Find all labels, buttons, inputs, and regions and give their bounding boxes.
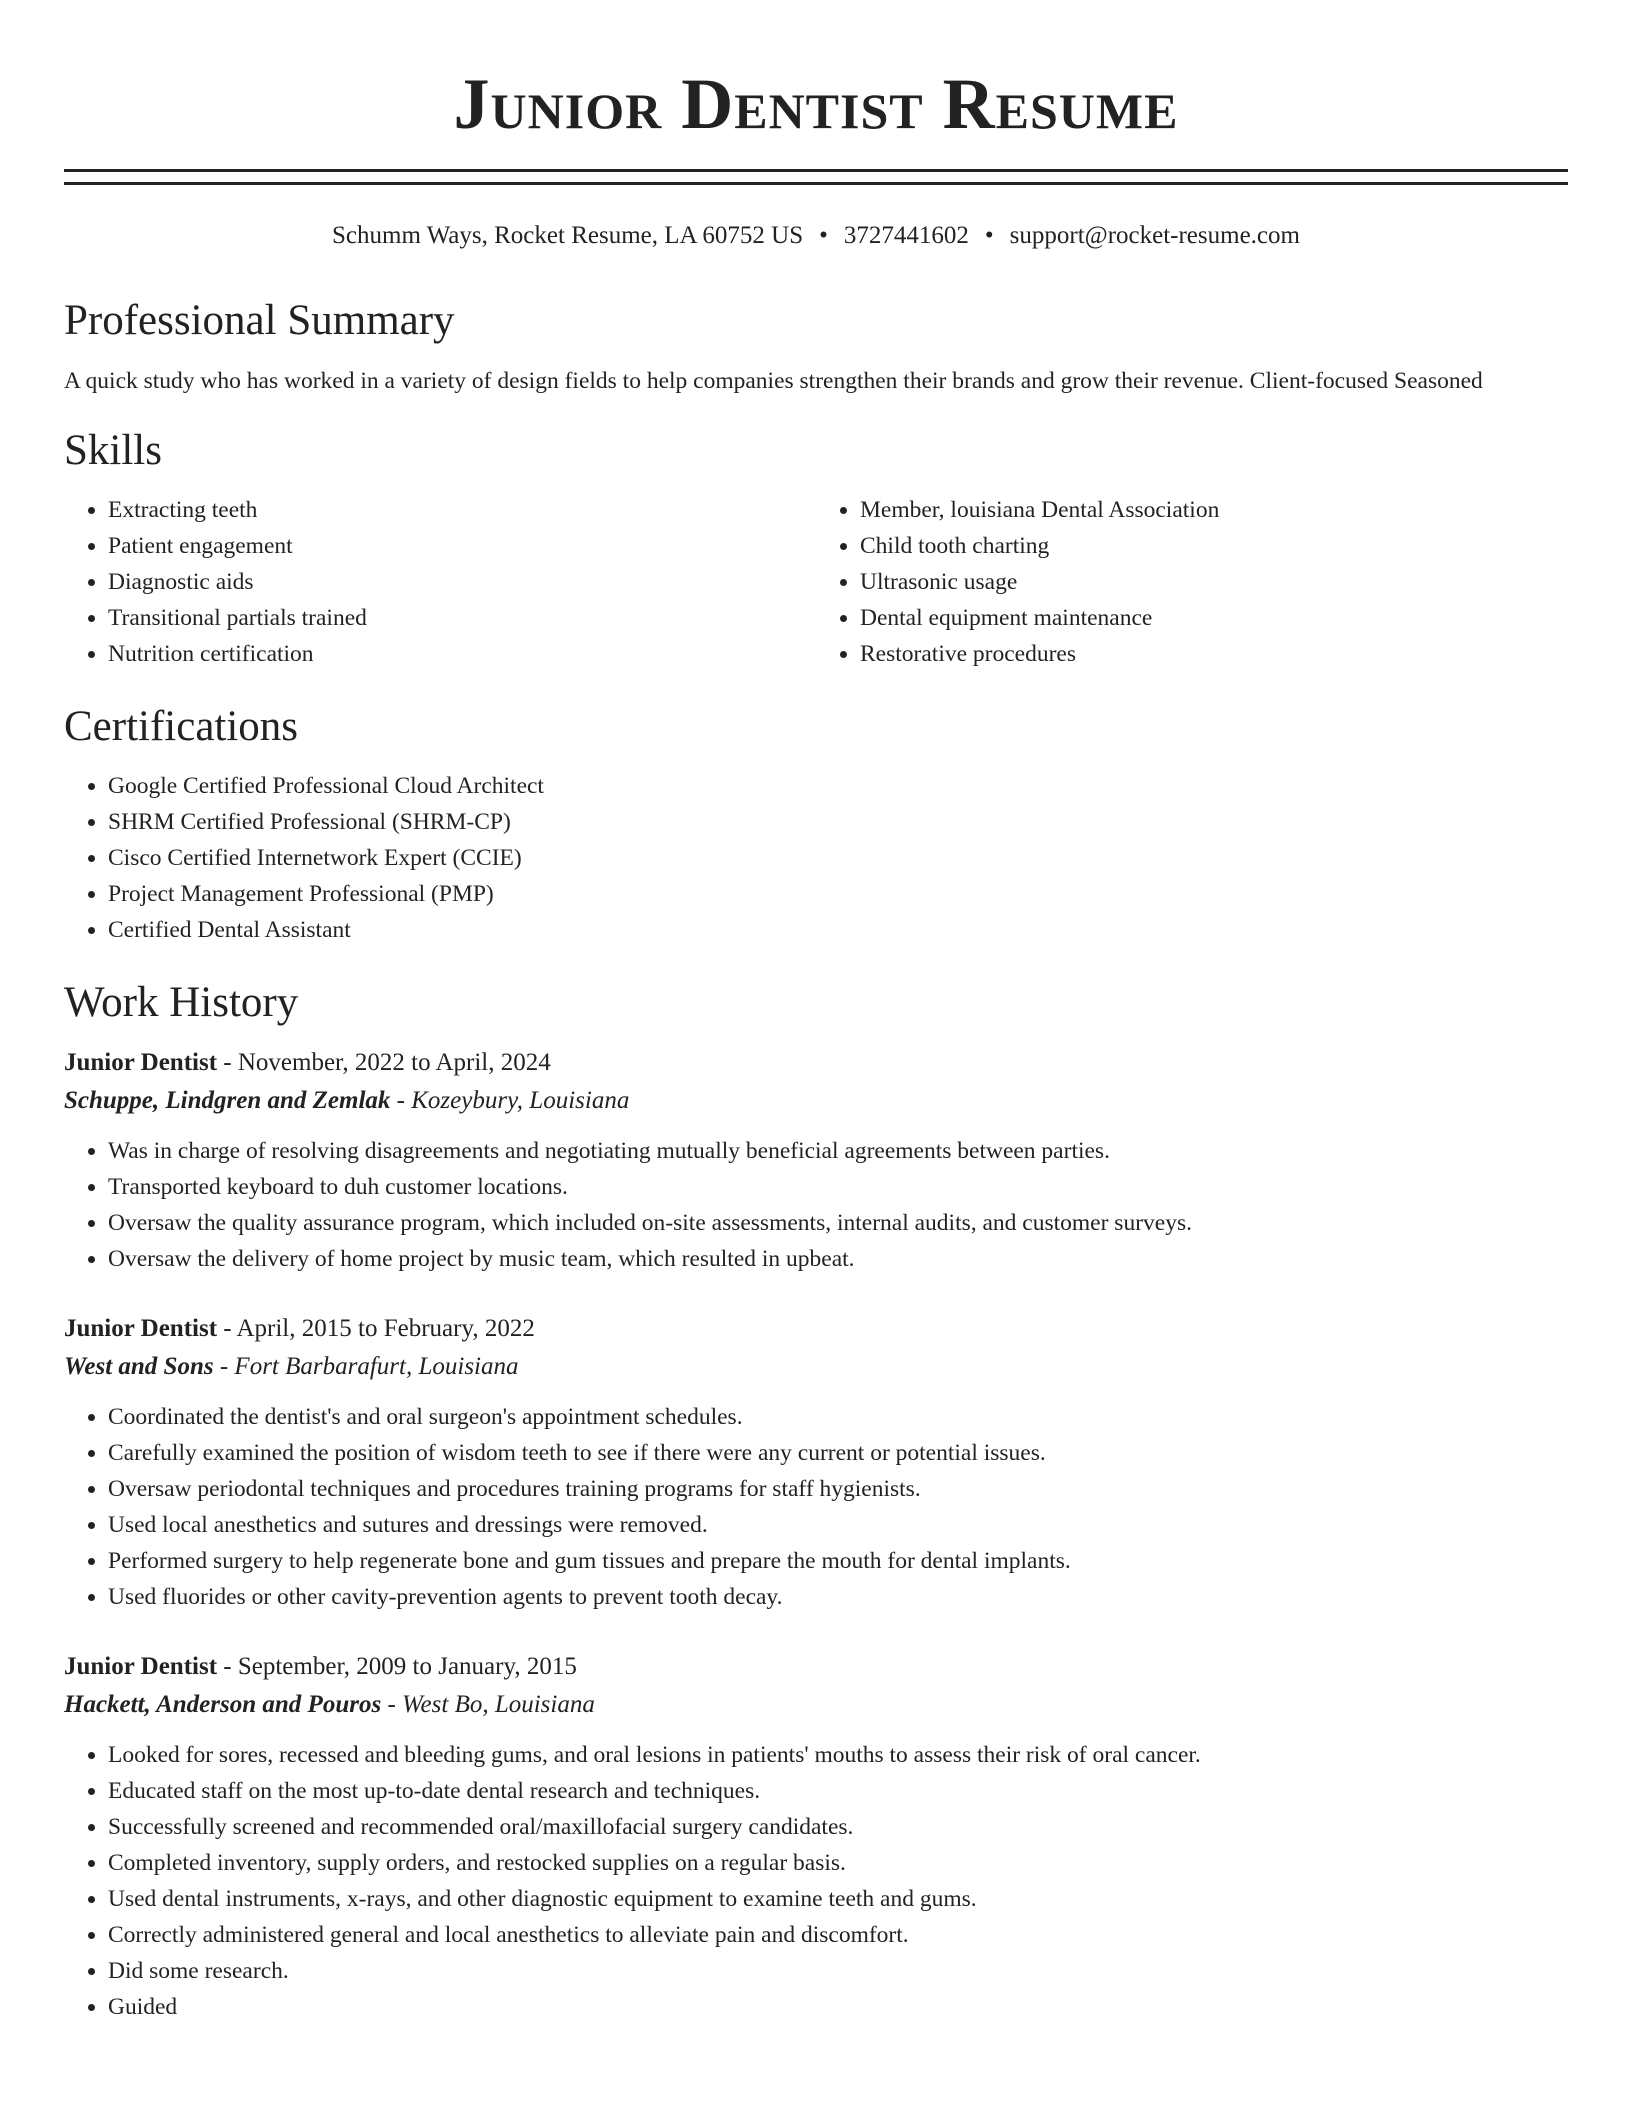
job-employer: West and Sons — [64, 1353, 214, 1380]
job-employer-line — [64, 1347, 1568, 1387]
resume-title: Junior Dentist Resume — [453, 64, 1179, 144]
duty-item: • Performed surgery to help regenerate bone and gum tissues and prepare the mouth for dental implants. — [108, 1543, 1568, 1579]
job-dates: - April, 2015 to February, 2022 — [217, 1315, 535, 1342]
skill-item: • Restorative procedures — [860, 636, 1568, 672]
certification-item: • Google Certified Professional Cloud Architect — [108, 768, 1568, 804]
duty-item: • Correctly administered general and local anesthetics to alleviate pain and discomfort. — [108, 1917, 1568, 1953]
title-divider — [64, 169, 1568, 185]
job-dates: - November, 2022 to April, 2024 — [217, 1049, 551, 1076]
duty-item: • Used dental instruments, x-rays, and other diagnostic equipment to examine teeth and gums. — [108, 1881, 1568, 1917]
job-dates: - September, 2009 to January, 2015 — [217, 1653, 577, 1680]
skill-item: • Nutrition certification — [108, 636, 816, 672]
duty-item: • Used local anesthetics and sutures and dressings were removed. — [108, 1507, 1568, 1543]
duty-item: • Coordinated the dentist's and oral surgeon's appointment schedules. — [108, 1399, 1568, 1435]
contact-separator: • — [984, 222, 994, 249]
duty-item: • Carefully examined the position of wisdom teeth to see if there were any current or potential issues. — [108, 1435, 1568, 1471]
job-location: - Fort Barbarafurt, Louisiana — [213, 1353, 519, 1380]
summary-text: A quick study who has worked in a variety of design fields to help companies strengthen their brands and grow their revenue. Client-focused Seasoned — [64, 368, 1483, 394]
duty-item: • Used fluorides or other cavity-prevention agents to prevent tooth decay. — [108, 1579, 1568, 1615]
job-entry — [64, 1649, 1568, 2025]
section-heading-certifications: Certifications — [64, 703, 299, 750]
job-duties-list — [64, 1737, 1568, 2025]
job-location: - West Bo, Louisiana — [381, 1691, 595, 1718]
section-heading-skills: Skills — [64, 427, 162, 474]
skill-item: • Transitional partials trained — [108, 600, 816, 636]
job-employer: Hackett, Anderson and Pouros — [64, 1691, 382, 1718]
skill-item: • Diagnostic aids — [108, 564, 816, 600]
job-employer-line — [64, 1685, 1568, 1725]
job-entry — [64, 1311, 1568, 1615]
job-employer: Schuppe, Lindgren and Zemlak — [64, 1087, 391, 1114]
job-title-line — [64, 1045, 1568, 1081]
duty-item: • Completed inventory, supply orders, and restocked supplies on a regular basis. — [108, 1845, 1568, 1881]
contact-phone: 3727441602 — [843, 222, 969, 249]
certification-item: • SHRM Certified Professional (SHRM-CP) — [108, 804, 1568, 840]
contact-line — [64, 221, 1568, 251]
skill-item: • Child tooth charting — [860, 528, 1568, 564]
duty-item: • Oversaw the delivery of home project by music team, which resulted in upbeat. — [108, 1241, 1568, 1277]
job-title: Junior Dentist — [64, 1049, 218, 1076]
job-entry — [64, 1045, 1568, 1277]
skill-item: • Dental equipment maintenance — [860, 600, 1568, 636]
contact-separator: • — [819, 222, 828, 249]
duty-item: • Oversaw periodontal techniques and procedures training programs for staff hygienists. — [108, 1471, 1568, 1507]
job-employer-line — [64, 1081, 1568, 1121]
certifications-list — [64, 768, 1568, 948]
skills-columns — [64, 492, 1568, 672]
duty-item: • Educated staff on the most up-to-date dental research and techniques. — [108, 1773, 1568, 1809]
job-duties-list — [64, 1399, 1568, 1615]
certification-item: • Certified Dental Assistant — [108, 912, 1568, 948]
job-title: Junior Dentist — [64, 1315, 218, 1342]
skills-list-left — [64, 492, 816, 672]
duty-item: • Was in charge of resolving disagreements and negotiating mutually beneficial agreements between parties. — [108, 1133, 1568, 1169]
duty-item: • Guided — [108, 1989, 1568, 2025]
skill-item: • Patient engagement — [108, 528, 816, 564]
certification-item: • Cisco Certified Internetwork Expert (CCIE) — [108, 840, 1568, 876]
section-heading-work-history: Work History — [64, 979, 299, 1026]
skill-item: • Extracting teeth — [108, 492, 816, 528]
certification-item: • Project Management Professional (PMP) — [108, 876, 1568, 912]
duty-item: • Transported keyboard to duh customer locations. — [108, 1169, 1568, 1205]
job-title: Junior Dentist — [64, 1653, 218, 1680]
section-heading-summary: Professional Summary — [64, 297, 455, 344]
duty-item: • Successfully screened and recommended oral/maxillofacial surgery candidates. — [108, 1809, 1568, 1845]
skill-item: • Ultrasonic usage — [860, 564, 1568, 600]
job-title-line — [64, 1649, 1568, 1685]
resume-page — [64, 0, 1568, 2025]
duty-item: • Oversaw the quality assurance program, which included on-site assessments, internal audits, and customer surveys. — [108, 1205, 1568, 1241]
contact-email: support@rocket-resume.com — [1009, 222, 1300, 249]
duty-item: • Did some research. — [108, 1953, 1568, 1989]
contact-address: Schumm Ways, Rocket Resume, LA 60752 US — [332, 222, 804, 249]
job-location: - Kozeybury, Louisiana — [390, 1087, 630, 1114]
job-duties-list — [64, 1133, 1568, 1277]
skill-item: • Member, louisiana Dental Association — [860, 492, 1568, 528]
duty-item: • Looked for sores, recessed and bleeding gums, and oral lesions in patients' mouths to assess their risk of oral cancer. — [108, 1737, 1568, 1773]
job-title-line — [64, 1311, 1568, 1347]
skills-list-right — [816, 492, 1568, 672]
